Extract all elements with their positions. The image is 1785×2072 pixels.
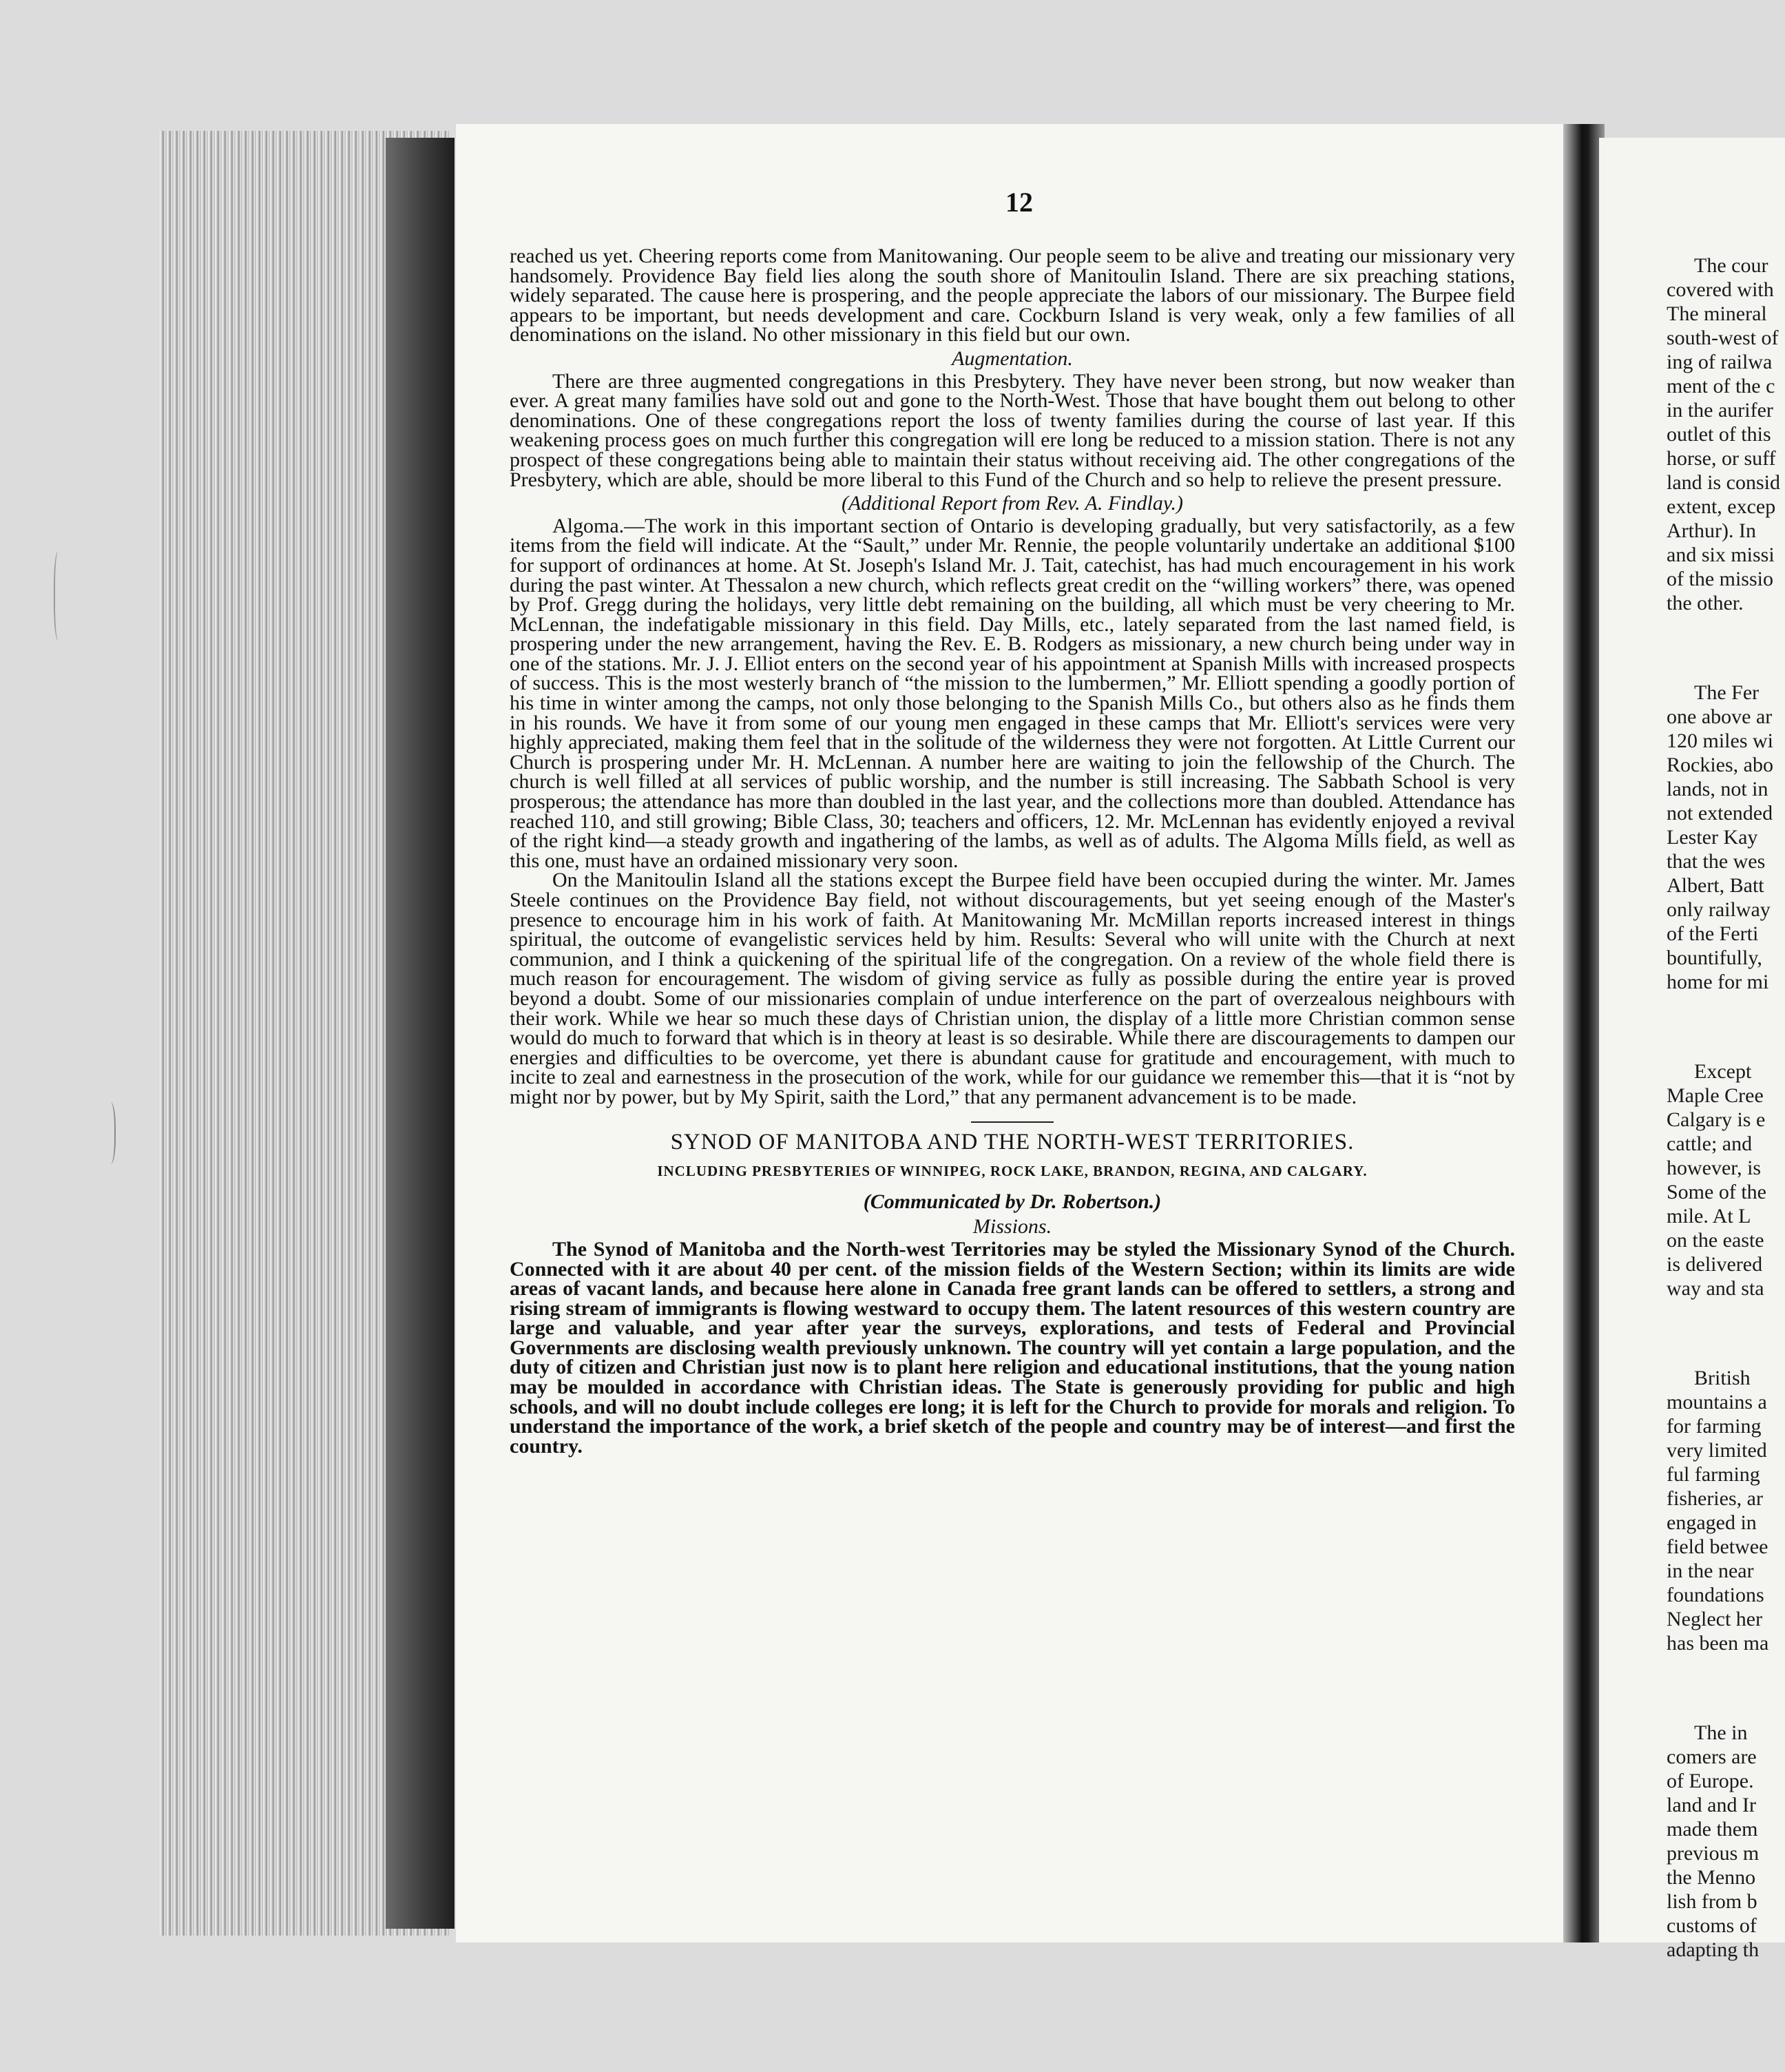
right-page-line: 120 miles wi <box>1667 729 1773 752</box>
synod-title: SYNOD OF MANITOBA AND THE NORTH-WEST TERRITORIES. <box>670 1129 1355 1154</box>
right-page-line: Albert, Batt <box>1667 874 1764 897</box>
pencil-mark <box>103 1102 116 1164</box>
right-page-line: and six missi <box>1667 543 1775 566</box>
right-page-block-4 <box>1599 1366 1785 1655</box>
right-page-line: ing of railwa <box>1667 351 1773 373</box>
right-page-line: Maple Cree <box>1667 1084 1764 1107</box>
synod-subtitle: INCLUDING PRESBYTERIES OF WINNIPEG, ROCK LAKE, BRANDON, REGINA, AND CALGARY. <box>657 1163 1368 1180</box>
right-page-line: customs of <box>1667 1914 1757 1937</box>
right-page-line: fisheries, ar <box>1667 1487 1763 1510</box>
right-page-line: horse, or suff <box>1667 447 1776 470</box>
right-page-line: ment of the c <box>1667 375 1775 397</box>
page-body <box>510 247 1515 1456</box>
right-page-line: The mineral <box>1667 302 1767 325</box>
augmentation-heading: Augmentation. <box>952 346 1073 370</box>
right-page-line: land and Ir <box>1667 1794 1756 1816</box>
right-page-line: ful farming <box>1667 1463 1760 1486</box>
algoma-paragraph: Algoma.—The work in this important section of Ontario is developing gradually, but very satisfactorily, as a few items from the field will indicate. At the “Sault,” under Mr. Rennie, the people voluntarily undertake an additional $100 for support of ordinances at home. At St. Joseph's Island Mr. J. Tait, catechist, has had much encouragement in his work during the past winter. At Thessalon a new church, which reflects great credit on the “willing workers” there, was opened by Prof. Gregg during the holidays, very little debt remaining on the building, all which must be very cheering to Mr. McLennan, the indefatigable missionary in this field. Day Mills, etc., lately separated from the last named field, is prospering under the new arrangement, having the Rev. E. B. Rodgers as missionary, a new church being under way in one of the stations. Mr. J. J. Elliot enters on the second year of his appointment at Spanish Mills with increased prospects of success. This is the most westerly branch of “the mission to the lumbermen,” Mr. Elliott spending a goodly portion of his time in winter among the camps, not only those belonging to the Spanish Mills Co., but others also as he finds them in his rounds. We have it from some of our young men engaged in these camps that Mr. Elliott's services were very highly appreciated, making them feel that in the solitude of the wilderness they were not forgotten. At Little Current our Church is prospering under Mr. H. McLennan. A number here are waiting to join the fellowship of the Church. The church is well filled at all services of public worship, and the number is still increasing. The Sabbath School is very prosperous; the attendance has more than doubled in the last year, and the collections more than doubled. Attendance has reached 110, and still growing; Bible Class, 30; teachers and officers, 12. Mr. McLennan has evidently enjoyed a revival of the right kind—a steady growth and ingathering of the lambs, as well as of adults. The Algoma Mills field, as well as this one, must have an ordained missionary very soon. <box>510 514 1515 872</box>
right-page-line: the other. <box>1667 592 1744 614</box>
right-page-line: land is consid <box>1667 471 1780 494</box>
right-page-line: engaged in <box>1667 1511 1757 1534</box>
right-page-line: in the aurifer <box>1667 399 1773 422</box>
right-page-line: The in <box>1694 1721 1748 1744</box>
right-page-line: cattle; and <box>1667 1132 1753 1155</box>
right-page-line: Rockies, abo <box>1667 754 1773 776</box>
right-page-line: made them <box>1667 1818 1758 1841</box>
right-page-line: on the easte <box>1667 1229 1764 1252</box>
right-page-line: mile. At L <box>1667 1205 1751 1227</box>
right-page-line: lish from b <box>1667 1890 1757 1913</box>
right-page-line: foundations <box>1667 1584 1764 1606</box>
right-page-line: The Fer <box>1694 681 1760 704</box>
right-page-line: however, is <box>1667 1157 1762 1179</box>
right-page-line: the Menno <box>1667 1866 1756 1889</box>
right-page-block-2 <box>1599 681 1785 994</box>
right-page-line: adapting th <box>1667 1938 1760 1961</box>
right-page-line: has been ma <box>1667 1632 1769 1655</box>
manitoulin-paragraph: On the Manitoulin Island all the stations except the Burpee field have been occupied during the winter. Mr. James Steele continues on the Providence Bay field, not without discouragements, but yet seeing enough of the Master's presence to encourage him in his work of faith. At Manitowaning Mr. McMillan reports increased interest in things spiritual, the outcome of evangelistic services held by him. Results: Several who will unite with the Church at next communion, and I think a quickening of the spiritual life of the congregation. On a review of the whole field there is much reason for encouragement. The wisdom of giving service as fully as possible during the entire year is proved beyond a doubt. Some of our missionaries complain of undue interference on the part of overzealous neighbours with their work. While we hear so much these days of Christian union, the display of a little more Christian common sense would do much to forward that which is in theory at least is so desirable. While there are discouragements to dampen our energies and difficulties to be overcome, yet there is abundant cause for gratitude and encouragement, with much to incite to zeal and earnestness in the prosecution of the work, while for our guidance we remember this—that it is “not by might nor by power, but by My Spirit, saith the Lord,” that any permanent advancement is to be made. <box>510 869 1515 1108</box>
communicated-by: (Communicated by Dr. Robertson.) <box>863 1190 1162 1213</box>
right-page-line: not extended <box>1667 802 1773 825</box>
right-page-line: very limited <box>1667 1439 1767 1462</box>
intro-paragraph: reached us yet. Cheering reports come from Manitowaning. Our people seem to be alive and treating our missionary very handsomely. Providence Bay field lies along the south shore of Manitoulin Island. There are six preaching stations, widely separated. The cause here is prospering, and the people appreciate the labors of our missionary. The Burpee field appears to be important, but needs development and care. Cockburn Island is very weak, only a few families of all denominations on the island. No other missionary in this field but our own. <box>510 245 1515 346</box>
right-page-line: Except <box>1694 1060 1752 1083</box>
right-page-line: Some of the <box>1667 1181 1766 1203</box>
right-page-line: The cour <box>1694 254 1768 277</box>
right-page-line: in the near <box>1667 1560 1754 1582</box>
right-page-line: for farming <box>1667 1415 1762 1438</box>
missions-paragraph: The Synod of Manitoba and the North-west Territories may be styled the Missionary Synod of the Church. Connected with it are about 40 per cent. of the mission fields of the Western Section; within its limits are wide areas of vacant lands, and because here alone in Canada free grant lands can be offered to settlers, a strong and rising stream of immigrants is flowing westward to occupy them. The latent resources of this western country are large and valuable, and year after year the surveys, explorations, and tests of Federal and Provincial Governments are disclosing wealth previously unknown. The country will yet contain a large population, and the duty of citizen and Christian just now is to plant here religion and educational institutions, that the young nation may be moulded in accordance with Christian ideas. The State is generously providing for public and high schools, and will no doubt include colleges ere long; it is left for the Church to provide for morals and religion. To understand the importance of the work, a brief sketch of the people and country may be of interest—and first the country. <box>510 1237 1515 1458</box>
section-divider <box>971 1121 1054 1123</box>
right-page-line: south-west of <box>1667 327 1779 349</box>
right-page-line: previous m <box>1667 1842 1760 1865</box>
right-page-block-5 <box>1599 1721 1785 1962</box>
right-page-block-1 <box>1599 253 1785 615</box>
right-page-line: that the wes <box>1667 850 1766 873</box>
pencil-mark <box>54 551 65 641</box>
missions-heading: Missions. <box>972 1215 1052 1239</box>
right-page-line: British <box>1694 1367 1751 1389</box>
augmentation-paragraph: There are three augmented congregations in this Presbytery. They have never been strong, but now weaker than ever. A great many families have sold out and gone to the North-West. Those that have bought them out belong to other denominations. One of these congregations report the loss of twenty families during the course of last year. If this weakening process goes on much further this congregation will ere long be reduced to a mission station. There is not any prospect of these congregations being able to maintain their status without receiving aid. The other congregations of the Presbytery, which are able, should be more liberal to this Fund of the Church and so help to relieve the present pressure. <box>510 369 1515 491</box>
right-page-line: home for mi <box>1667 971 1769 993</box>
book-spine <box>1563 124 1605 1942</box>
right-page-line: Neglect her <box>1667 1608 1763 1630</box>
right-page-line: one above ar <box>1667 705 1773 728</box>
right-page-block-3 <box>1599 1059 1785 1301</box>
right-page-line: mountains a <box>1667 1391 1767 1413</box>
right-page-line: extent, excep <box>1667 495 1776 518</box>
book-edge-shadow <box>386 138 455 1929</box>
right-page-line: Calgary is e <box>1667 1108 1766 1131</box>
right-page-line: field betwee <box>1667 1535 1768 1558</box>
right-page-line: bountifully, <box>1667 946 1762 969</box>
right-page-line: Arthur). In <box>1667 519 1756 542</box>
right-page-line: of Europe. <box>1667 1770 1754 1792</box>
right-page-line: covered with <box>1667 278 1774 301</box>
right-page-line: Lester Kay <box>1667 826 1758 849</box>
right-page-line: comers are <box>1667 1745 1757 1768</box>
right-page-line: is delivered <box>1667 1253 1763 1276</box>
right-page <box>1599 138 1785 1961</box>
page-number: 12 <box>1005 187 1033 218</box>
right-page-line: of the missio <box>1667 568 1773 590</box>
right-page-line: lands, not in <box>1667 778 1768 800</box>
additional-report-heading: (Additional Report from Rev. A. Findlay.) <box>841 492 1184 515</box>
right-page-line: outlet of this <box>1667 423 1771 446</box>
right-page-line: of the Ferti <box>1667 922 1759 945</box>
right-page-line: only railway <box>1667 898 1771 921</box>
right-page-line: way and sta <box>1667 1277 1764 1300</box>
